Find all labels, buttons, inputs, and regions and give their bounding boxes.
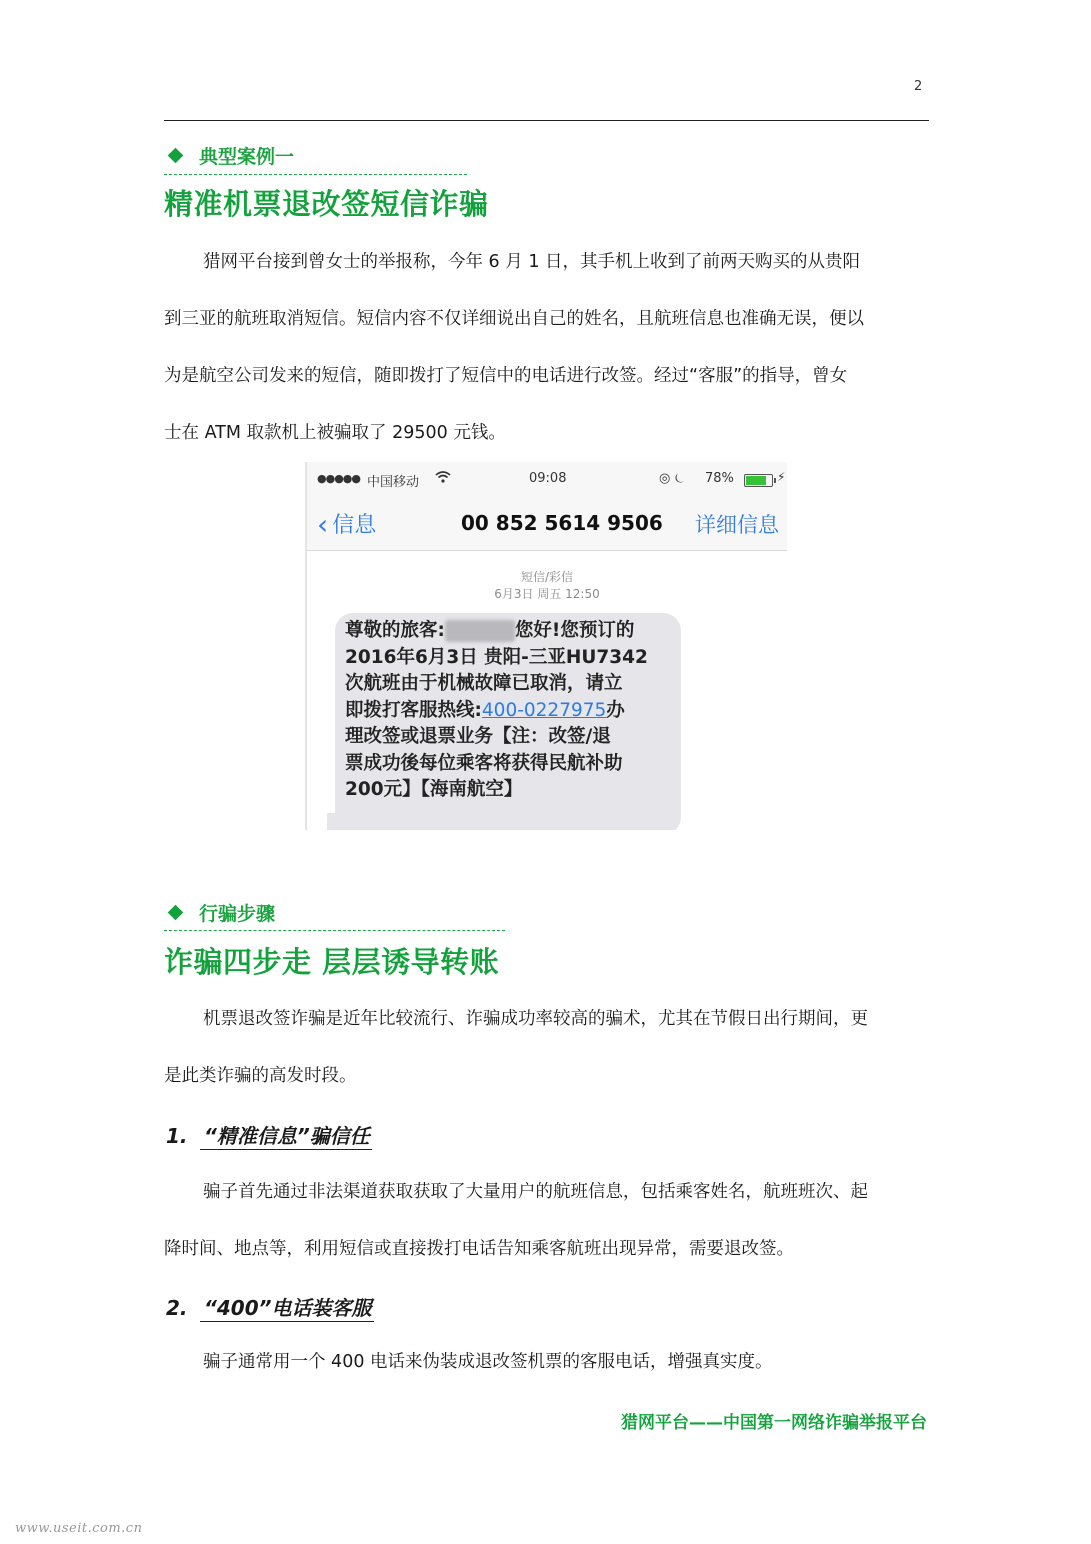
contact-number: 00 852 5614 9506 bbox=[461, 511, 663, 535]
message-bubble bbox=[335, 613, 681, 830]
dashed-divider bbox=[164, 174, 467, 175]
battery-icon bbox=[744, 474, 773, 487]
wifi-icon bbox=[435, 471, 451, 487]
paragraph-line: 机票退改签诈骗是近年比较流行、诈骗成功率较高的骗术，尤其在节假日出行期间，更 bbox=[203, 1009, 868, 1029]
diamond-bullet-icon bbox=[168, 148, 184, 164]
section-label-case bbox=[164, 142, 294, 169]
paragraph-line: 骗子通常用一个 400 电话来伪装成退改签机票的客服电话，增强真实度。 bbox=[203, 1352, 773, 1372]
redacted-name bbox=[445, 620, 515, 642]
message-line: 200元】【海南航空】 bbox=[345, 779, 523, 800]
paragraph-line: 为是航空公司发来的短信，随即拨打了短信中的电话进行改签。经过“客服”的指导，曾女 bbox=[164, 366, 848, 386]
step-1-body bbox=[164, 1164, 930, 1278]
step-2-body bbox=[164, 1334, 930, 1391]
header-rule bbox=[164, 120, 929, 121]
steps-title: 诈骗四步走 层层诱导转账 bbox=[164, 945, 500, 979]
case-paragraph bbox=[164, 234, 930, 462]
footer-brand: 猎网平台——中国第一网络诈骗举报平台 bbox=[621, 1413, 927, 1433]
charging-icon: ⚡ bbox=[777, 470, 786, 484]
message-line: 票成功後每位乘客将获得民航补助 bbox=[345, 752, 623, 774]
diamond-bullet-icon bbox=[168, 905, 184, 921]
paragraph-line: 是此类诈骗的高发时段。 bbox=[164, 1066, 357, 1086]
message-line: 次航班由于机械故障已取消，请立 bbox=[345, 673, 623, 694]
sms-screenshot bbox=[305, 462, 787, 830]
chevron-left-icon: ‹ bbox=[317, 508, 329, 541]
page-number: 2 bbox=[914, 79, 923, 94]
steps-intro bbox=[164, 991, 930, 1105]
details-button[interactable]: 详细信息 bbox=[695, 513, 779, 537]
message-line: 理改签或退票业务【注：改签/退 bbox=[345, 726, 611, 747]
paragraph-line: 猎网平台接到曾女士的举报称，今年 6 月 1 日，其手机上收到了前两天购买的从贵阳 bbox=[203, 252, 861, 272]
step-heading: “精准信息”骗信任 bbox=[200, 1124, 372, 1150]
step-1-title bbox=[166, 1120, 372, 1149]
hotline-link[interactable]: 400-0227975 bbox=[481, 699, 607, 721]
paragraph-line: 士在 ATM 取款机上被骗取了 29500 元钱。 bbox=[164, 423, 506, 443]
watermark: www.useit.com.cn bbox=[15, 1521, 143, 1536]
signal-strength-icon: ●●●●● bbox=[317, 472, 360, 485]
step-2-title bbox=[166, 1292, 374, 1321]
paragraph-line: 降时间、地点等，利用短信或直接拨打电话告知乘客航班出现异常，需要退改签。 bbox=[164, 1239, 794, 1259]
status-time: 09:08 bbox=[529, 471, 567, 486]
case-title: 精准机票退改签短信诈骗 bbox=[164, 187, 489, 221]
alarm-lock-icon: ◎ ⏾ bbox=[659, 471, 685, 486]
paragraph-line: 骗子首先通过非法渠道获取获取了大量用户的航班信息，包括乘客姓名，航班班次、起 bbox=[203, 1182, 868, 1202]
case-label-text: 典型案例一 bbox=[199, 146, 295, 168]
paragraph-line: 到三亚的航班取消短信。短信内容不仅详细说出自己的姓名，且航班信息也准确无误，便以 bbox=[164, 309, 864, 329]
step-heading: “400”电话装客服 bbox=[200, 1296, 374, 1322]
step-number: 2. bbox=[166, 1296, 188, 1320]
conversation-area bbox=[307, 551, 787, 830]
message-timestamp: 6月3日 周五 12:50 bbox=[494, 587, 600, 601]
section-label-steps bbox=[164, 899, 275, 926]
carrier-name: 中国移动 bbox=[367, 475, 420, 490]
status-bar bbox=[307, 462, 787, 498]
steps-label-text: 行骗步骤 bbox=[199, 903, 276, 925]
message-line: 即拨打客服热线:400-0227975办 bbox=[345, 699, 625, 721]
message-nav-bar bbox=[307, 498, 787, 551]
message-type: 短信/彩信 bbox=[520, 570, 574, 584]
back-label: 信息 bbox=[332, 513, 377, 538]
step-number: 1. bbox=[166, 1124, 188, 1148]
message-line: 尊敬的旅客: 您好!您预订的 bbox=[345, 620, 635, 641]
dashed-divider bbox=[164, 930, 505, 931]
battery-percent: 78% bbox=[705, 471, 734, 486]
message-line: 2016年6月3日 贵阳-三亚HU7342 bbox=[345, 646, 648, 668]
back-button[interactable] bbox=[317, 506, 376, 539]
